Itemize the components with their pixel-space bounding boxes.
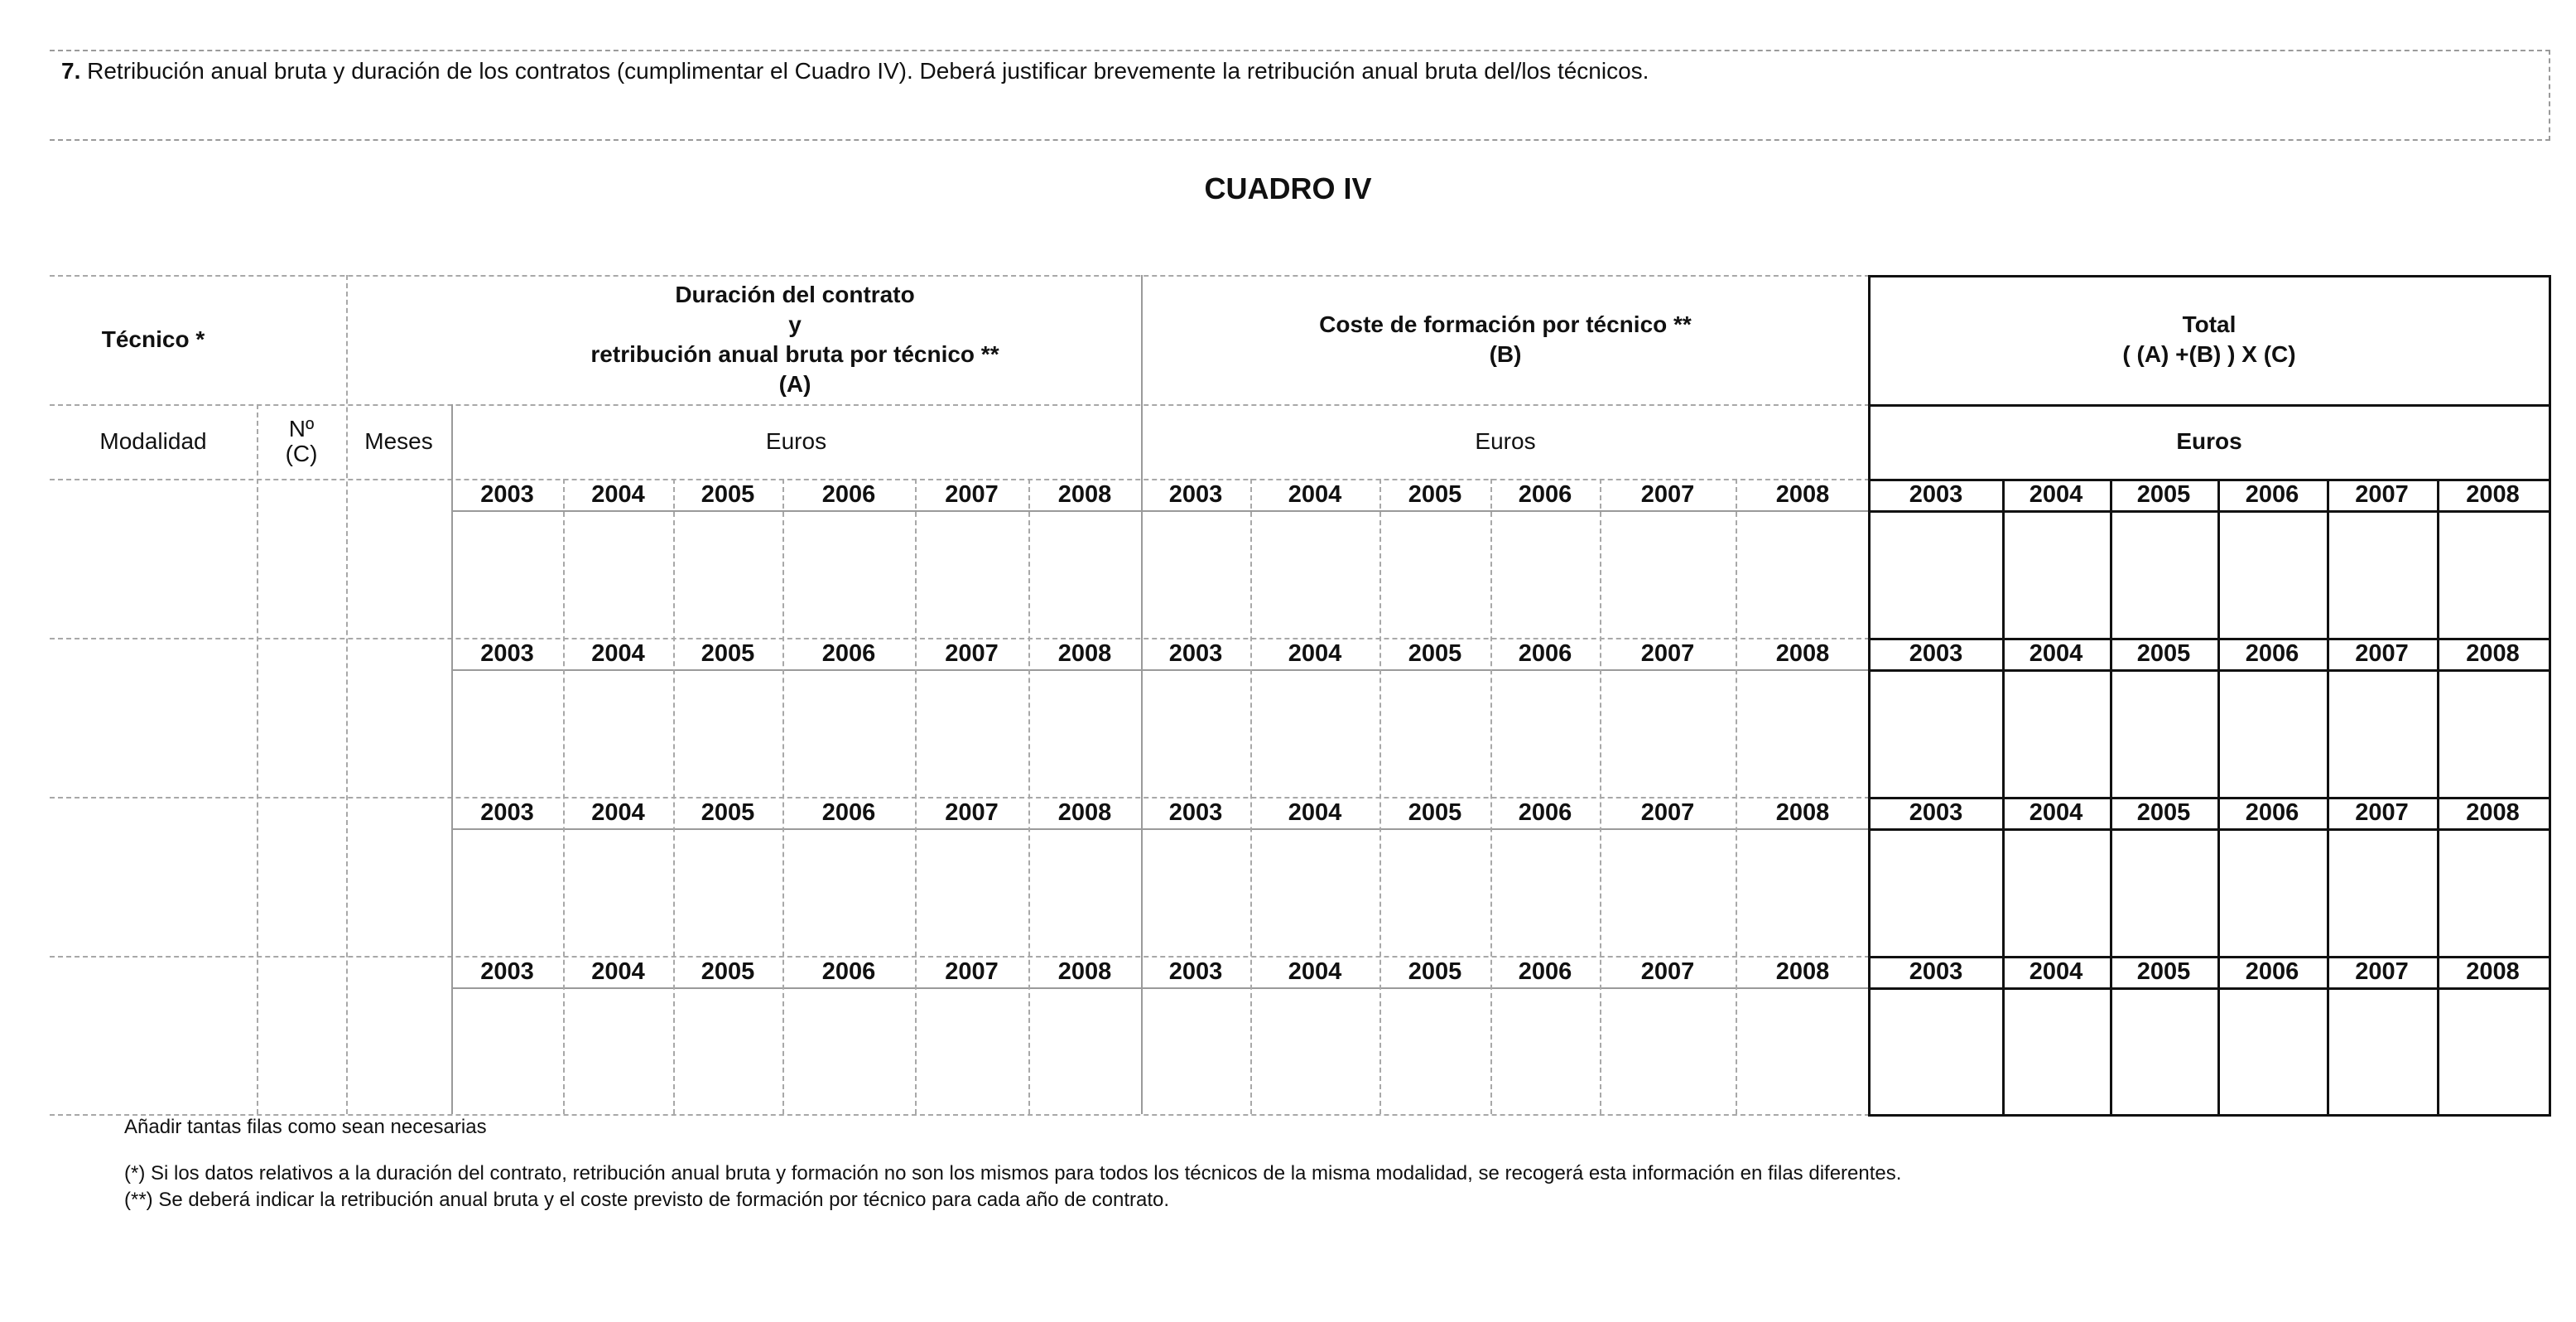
year-label: 2005: [701, 639, 755, 667]
year-label: 2008: [1057, 958, 1112, 985]
year-label: 2003: [480, 480, 534, 508]
year-label: 2004: [1288, 799, 1342, 826]
year-label: 2005: [701, 480, 755, 508]
year-label: 2008: [2466, 958, 2520, 985]
header-duracion-line1: Duración del contrato: [675, 282, 915, 307]
year-label: 2007: [1640, 480, 1695, 508]
year-label: 2007: [2355, 480, 2409, 508]
year-label: 2004: [1288, 958, 1342, 985]
year-label: 2006: [821, 639, 876, 667]
header-duracion: [451, 273, 1139, 406]
subheader-numero-line1: Nº: [288, 416, 315, 441]
grid-line: [1868, 510, 2551, 513]
header-duracion-line3: retribución anual bruta por técnico **: [590, 341, 999, 367]
grid-line: [451, 669, 1870, 671]
year-label: 2006: [1518, 958, 1572, 985]
grid-line: [1868, 669, 2551, 672]
year-label: 2004: [591, 958, 645, 985]
grid-line: [1868, 828, 2551, 831]
header-total-line2: ( (A) +(B) ) X (C): [2122, 341, 2296, 367]
table-title: CUADRO IV: [1204, 171, 1372, 205]
year-label: 2004: [591, 639, 645, 667]
year-label: 2004: [2029, 958, 2083, 985]
grid-line: [346, 275, 348, 1114]
year-label: 2007: [945, 799, 999, 826]
year-label: 2004: [591, 799, 645, 826]
grid-line: [451, 510, 1870, 512]
header-duracion-line2: y: [788, 311, 802, 337]
year-label: 2003: [1909, 639, 1963, 667]
year-label: 2007: [2355, 958, 2409, 985]
year-label: 2007: [945, 480, 999, 508]
year-label: 2006: [2245, 639, 2299, 667]
section-description: Retribución anual bruta y duración de los contratos (cumplimentar el Cuadro IV). Deberá justificar brevemente la retribución anual bruta del/los técnicos.: [80, 58, 1649, 84]
subheader-numero: [257, 404, 346, 479]
year-label: 2004: [2029, 799, 2083, 826]
grid-line: [2549, 275, 2551, 1117]
header-coste: [1141, 277, 1870, 402]
year-label: 2003: [1909, 480, 1963, 508]
year-label: 2005: [1408, 639, 1462, 667]
year-label: 2007: [2355, 799, 2409, 826]
footnote-1: (*) Si los datos relativos a la duración del contrato, retribución anual bruta y formación no son los mismos para todos los técnicos de la misma modalidad, se recogerá esta información en filas diferentes.: [124, 1162, 1902, 1184]
year-label: 2007: [1640, 799, 1695, 826]
year-label: 2006: [2245, 480, 2299, 508]
year-label: 2008: [2466, 639, 2520, 667]
subheader-modalidad: Modalidad: [99, 428, 207, 454]
grid-line: [1868, 1114, 2551, 1117]
year-label: 2005: [2136, 639, 2191, 667]
header-duracion-line4: (A): [778, 371, 811, 397]
year-label: 2003: [1168, 639, 1223, 667]
year-label: 2003: [480, 799, 534, 826]
year-label: 2008: [2466, 480, 2520, 508]
grid-line: [451, 987, 1870, 989]
year-label: 2005: [1408, 958, 1462, 985]
year-label: 2005: [701, 958, 755, 985]
subheader-euros-a: Euros: [765, 428, 827, 454]
subheader-meses: Meses: [364, 428, 433, 454]
grid-line: [1868, 987, 2551, 990]
year-label: 2007: [945, 958, 999, 985]
year-label: 2005: [701, 799, 755, 826]
subheader-numero-line2: (C): [285, 441, 318, 466]
subheader-euros-total: Euros: [2176, 428, 2242, 454]
year-label: 2003: [1909, 799, 1963, 826]
year-label: 2003: [1168, 958, 1223, 985]
year-label: 2006: [2245, 958, 2299, 985]
year-label: 2003: [1168, 480, 1223, 508]
year-label: 2004: [2029, 639, 2083, 667]
year-label: 2003: [1168, 799, 1223, 826]
year-label: 2006: [1518, 639, 1572, 667]
year-label: 2007: [1640, 639, 1695, 667]
header-total-line1: Total: [2182, 311, 2237, 337]
year-label: 2006: [1518, 480, 1572, 508]
year-label: 2008: [1775, 480, 1830, 508]
year-label: 2007: [1640, 958, 1695, 985]
year-label: 2008: [1057, 799, 1112, 826]
year-label: 2008: [1057, 639, 1112, 667]
footnote-add-rows: Añadir tantas filas como sean necesarias: [124, 1116, 487, 1138]
year-label: 2008: [1775, 799, 1830, 826]
footnotes: [124, 1114, 1901, 1213]
year-label: 2006: [2245, 799, 2299, 826]
section-number: 7.: [61, 58, 81, 84]
year-label: 2006: [821, 958, 876, 985]
year-label: 2003: [480, 639, 534, 667]
subheader-euros-b: Euros: [1475, 428, 1536, 454]
year-label: 2008: [2466, 799, 2520, 826]
year-label: 2005: [1408, 799, 1462, 826]
year-label: 2004: [1288, 639, 1342, 667]
header-total: [1870, 277, 2549, 402]
grid-line: [451, 828, 1870, 830]
header-tecnico: Técnico *: [101, 326, 205, 352]
year-label: 2003: [1909, 958, 1963, 985]
year-label: 2005: [2136, 799, 2191, 826]
year-label: 2007: [2355, 639, 2409, 667]
year-label: 2004: [2029, 480, 2083, 508]
year-label: 2008: [1057, 480, 1112, 508]
year-label: 2005: [1408, 480, 1462, 508]
header-coste-line1: Coste de formación por técnico **: [1319, 311, 1692, 337]
year-label: 2003: [480, 958, 534, 985]
footnote-2: (**) Se deberá indicar la retribución anual bruta y el coste previsto de formación por técnico para cada año de contrato.: [124, 1189, 1170, 1211]
year-label: 2007: [945, 639, 999, 667]
grid-line: [451, 404, 453, 1114]
year-label: 2004: [1288, 480, 1342, 508]
year-label: 2005: [2136, 480, 2191, 508]
year-label: 2008: [1775, 958, 1830, 985]
section-7-box: [50, 50, 2550, 141]
year-label: 2004: [591, 480, 645, 508]
year-label: 2005: [2136, 958, 2191, 985]
section-7-text: [61, 58, 1649, 84]
year-label: 2006: [1518, 799, 1572, 826]
year-label: 2008: [1775, 639, 1830, 667]
year-label: 2006: [821, 799, 876, 826]
year-label: 2006: [821, 480, 876, 508]
header-coste-line2: (B): [1489, 341, 1522, 367]
grid-line: [257, 404, 258, 1114]
